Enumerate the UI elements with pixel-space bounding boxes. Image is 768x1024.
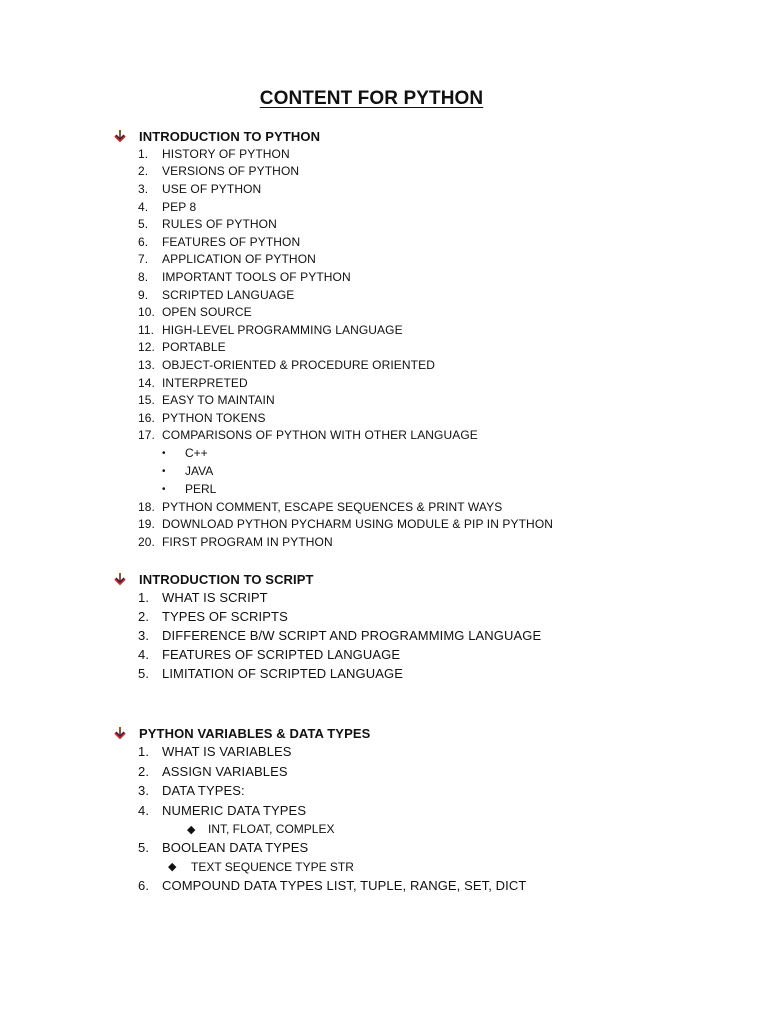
list-number: 17. [138,428,155,443]
list-item-text: NUMERIC DATA TYPES [162,802,307,818]
list-item [113,427,748,445]
list-number: 11. [138,322,155,337]
list-item-text: SCRIPTED LANGUAGE [162,287,295,302]
list-number: 16. [138,410,155,425]
list-item [113,876,748,896]
list-item-text: C++ [185,446,208,461]
list-item [113,251,748,269]
sub-list-item [113,820,748,838]
list-item [113,268,748,286]
list-item-text: FEATURES OF PYTHON [162,234,301,249]
sub-list-item [113,858,748,876]
list-number: 10. [138,305,155,320]
page-title: CONTENT FOR PYTHON [259,88,484,109]
list-item [113,163,748,181]
list-number: 14. [138,375,155,390]
list-number: 15. [138,393,155,408]
list-item [113,533,748,551]
list-item-text: PERL [185,482,217,497]
list-number: 19. [138,517,155,532]
list-number: 5. [138,666,150,681]
list-number: 7. [138,252,149,267]
list-item-text: FEATURES OF SCRIPTED LANGUAGE [162,647,401,662]
list-number: 12. [138,340,155,355]
list-item-text: TEXT SEQUENCE TYPE STR [191,859,354,874]
list-item [113,286,748,304]
list-item-text: DATA TYPES: [162,783,245,799]
sub-list-item [113,462,748,480]
bullet-icon: • [162,465,166,477]
list-number: 3. [138,783,150,799]
list-item-text: COMPOUND DATA TYPES LIST, TUPLE, RANGE, SET, DICT [162,877,527,893]
list-number: 2. [138,609,150,624]
list-item [113,801,748,821]
section-heading: PYTHON VARIABLES & DATA TYPES [113,724,748,742]
list-item [113,198,748,216]
arrow-bullet-icon [113,129,127,143]
list-number: 1. [138,590,150,605]
sub-list-item [113,444,748,462]
section-introduction-to-python [113,127,748,551]
list-number: 2. [138,763,150,779]
section-python-variables-data-types [113,724,748,895]
list-item-text: USE OF PYTHON [162,181,262,196]
list-number: 3. [138,181,149,196]
list-item-text: PYTHON COMMENT, ESCAPE SEQUENCES & PRINT WAYS [162,499,503,514]
list-item [113,409,748,427]
list-item [113,356,748,374]
list-item-text: PEP 8 [162,199,197,214]
list-item-text: FIRST PROGRAM IN PYTHON [162,535,333,550]
list-number: 8. [138,269,149,284]
list-item [113,145,748,163]
list-item-text: PORTABLE [162,340,226,355]
topic-list [113,588,748,683]
list-number: 5. [138,217,149,232]
list-item-text: APPLICATION OF PYTHON [162,252,316,267]
list-number: 1. [138,744,150,760]
bullet-icon: • [162,483,166,495]
list-item-text: DOWNLOAD PYTHON PYCHARM USING MODULE & PIP IN PYTHON [162,517,554,532]
list-item-text: HISTORY OF PYTHON [162,146,290,161]
list-item-text: HIGH-LEVEL PROGRAMMING LANGUAGE [162,322,403,337]
list-item-text: PYTHON TOKENS [162,410,266,425]
list-item-text: INTERPRETED [162,375,248,390]
diamond-bullet-icon: ◆ [168,861,177,873]
list-item-text: WHAT IS VARIABLES [162,744,292,760]
list-number: 2. [138,164,149,179]
list-item-text: JAVA [185,464,214,479]
list-item-text: LIMITATION OF SCRIPTED LANGUAGE [162,666,403,681]
section-heading: INTRODUCTION TO PYTHON [113,127,748,145]
list-number: 20. [138,535,155,550]
list-item-text: COMPARISONS OF PYTHON WITH OTHER LANGUAGE [162,428,478,443]
arrow-bullet-icon [113,726,127,740]
list-item-text: EASY TO MAINTAIN [162,393,275,408]
list-item [113,645,748,664]
list-item [113,303,748,321]
list-item-text: WHAT IS SCRIPT [162,590,268,605]
list-item [113,180,748,198]
list-item [113,215,748,233]
list-number: 13. [138,357,155,372]
list-item-text: TYPES OF SCRIPTS [162,609,288,624]
list-item [113,391,748,409]
list-item-text: OPEN SOURCE [162,305,252,320]
list-item [113,762,748,782]
list-item-text: IMPORTANT TOOLS OF PYTHON [162,269,351,284]
list-number: 18. [138,499,155,514]
list-number: 4. [138,199,149,214]
list-number: 6. [138,234,149,249]
list-item [113,742,748,762]
list-number: 4. [138,647,150,662]
list-number: 9. [138,287,149,302]
list-item [113,233,748,251]
list-item-text: ASSIGN VARIABLES [162,763,288,779]
list-item [113,321,748,339]
topic-list [113,145,748,551]
list-item-text: BOOLEAN DATA TYPES [162,840,309,856]
list-item-text: INT, FLOAT, COMPLEX [208,822,335,836]
list-number: 3. [138,628,150,643]
list-item [113,588,748,607]
section-introduction-to-script [113,570,748,683]
bullet-icon: • [162,447,166,459]
list-item [113,664,748,683]
list-item [113,781,748,801]
arrow-bullet-icon [113,572,127,586]
list-item [113,374,748,392]
section-heading: INTRODUCTION TO SCRIPT [113,570,748,588]
list-number: 4. [138,802,150,818]
list-item-text: VERSIONS OF PYTHON [162,164,300,179]
topic-list [113,742,748,895]
list-number: 1. [138,146,149,161]
list-item-text: DIFFERENCE B/W SCRIPT AND PROGRAMMIMG LANGUAGE [162,628,542,643]
sub-list-item [113,480,748,498]
list-item-text: RULES OF PYTHON [162,217,277,232]
list-item [113,498,748,516]
list-item [113,339,748,357]
list-item [113,838,748,858]
diamond-bullet-icon: ◆ [187,823,196,836]
list-item [113,626,748,645]
list-item [113,516,748,534]
list-item [113,607,748,626]
list-number: 6. [138,877,150,893]
list-number: 5. [138,840,150,856]
list-item-text: OBJECT-ORIENTED & PROCEDURE ORIENTED [162,357,435,372]
